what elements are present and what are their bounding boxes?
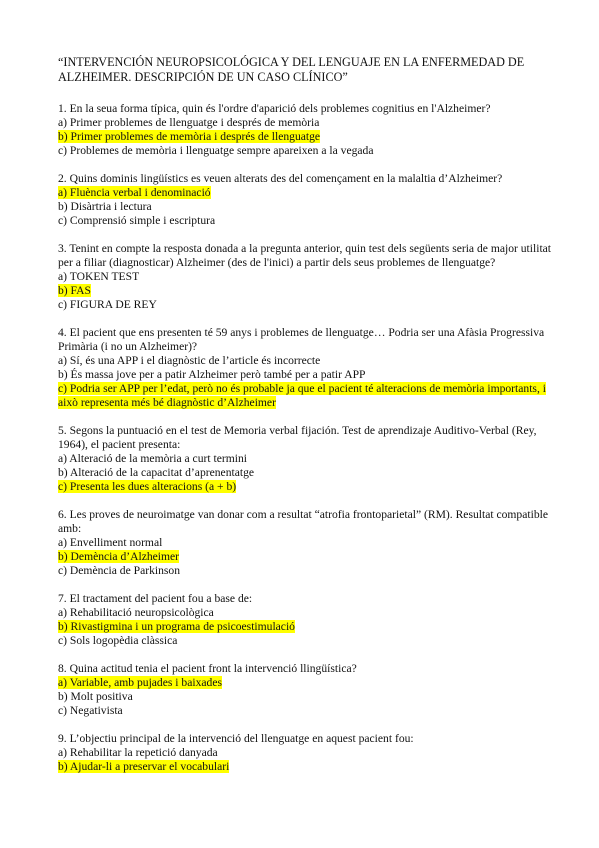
answer-text: a) Primer problemes de llenguatge i després de memòria [58, 116, 320, 129]
answer-option [58, 466, 559, 480]
answer-option [58, 116, 559, 130]
answer-option [58, 452, 559, 466]
question-text: 8. Quina actitud tenia el pacient front la intervenció llingüística? [58, 662, 357, 675]
answer-option [58, 760, 559, 774]
answer-text: a) Rehabilitar la repetició danyada [58, 746, 218, 759]
highlighted-answer: c) Presenta les dues alteracions (a + b) [58, 480, 237, 493]
answer-text: c) Comprensió simple i escriptura [58, 214, 216, 227]
question-8 [58, 662, 559, 718]
answer-option [58, 746, 559, 760]
answer-text: c) FIGURA DE REY [58, 298, 157, 311]
answer-text: c) Negativista [58, 704, 123, 717]
highlighted-answer: b) FAS [58, 284, 91, 297]
question-text: 6. Les proves de neuroimatge van donar com a resultat “atrofia frontoparietal” (RM). Resultat compatible amb: [58, 508, 548, 535]
question-3 [58, 242, 559, 312]
answer-option [58, 620, 559, 634]
answer-text: b) Alteració de la capacitat d’aprenentatge [58, 466, 255, 479]
question-text: 3. Tenint en compte la resposta donada a la pregunta anterior, quin test dels següents seria de major utilitat per a filiar (diagnosticar) Alzheimer (des de l'inici) a partir dels seus problemes de llenguatge? [58, 242, 552, 269]
answer-option [58, 144, 559, 158]
answer-option [58, 298, 559, 312]
answer-option [58, 200, 559, 214]
answer-option [58, 354, 559, 368]
answer-option [58, 480, 559, 494]
question-text: 5. Segons la puntuació en el test de Memoria verbal fijación. Test de aprendizaje Auditivo-Verbal (Rey, 1964), el pacient presenta: [58, 424, 537, 451]
answer-option [58, 368, 559, 382]
document-title: “INTERVENCIÓN NEUROPSICOLÓGICA Y DEL LENGUAJE EN LA ENFERMEDAD DE ALZHEIMER. DESCRIPCIÓN DE UN CASO CLÍNICO” [58, 55, 525, 84]
answer-text: a) Envelliment normal [58, 536, 163, 549]
answer-text: b) Disàrtria i lectura [58, 200, 152, 213]
answer-text: b) És massa jove per a patir Alzheimer però també per a patir APP [58, 368, 366, 381]
highlighted-answer: b) Ajudar-li a preservar el vocabulari [58, 760, 230, 773]
answer-option [58, 564, 559, 578]
answer-text: a) TOKEN TEST [58, 270, 140, 283]
answer-option [58, 634, 559, 648]
question-text: 2. Quins dominis lingüístics es veuen alterats des del començament en la malaltia d’Alzheimer? [58, 172, 503, 185]
question-7 [58, 592, 559, 648]
question-list [58, 102, 559, 774]
highlighted-answer: a) Variable, amb pujades i baixades [58, 676, 222, 689]
answer-option [58, 536, 559, 550]
question-text: 7. El tractament del pacient fou a base de: [58, 592, 253, 605]
question-4 [58, 326, 559, 410]
answer-option [58, 550, 559, 564]
answer-option [58, 186, 559, 200]
answer-option [58, 130, 559, 144]
answer-text: a) Sí, és una APP i el diagnòstic de l’article és incorrecte [58, 354, 321, 367]
answer-option [58, 690, 559, 704]
answer-option [58, 284, 559, 298]
answer-option [58, 382, 559, 410]
answer-text: b) Molt positiva [58, 690, 133, 703]
highlighted-answer: b) Demència d’Alzheimer [58, 550, 180, 563]
answer-option [58, 676, 559, 690]
highlighted-answer: b) Rivastigmina i un programa de psicoestimulació [58, 620, 295, 633]
question-9 [58, 732, 559, 774]
question-1 [58, 102, 559, 158]
question-2 [58, 172, 559, 228]
answer-text: c) Problemes de memòria i llenguatge sempre apareixen a la vegada [58, 144, 374, 157]
highlighted-answer: b) Primer problemes de memòria i després de llenguatge [58, 130, 321, 143]
answer-text: c) Sols logopèdia clàssica [58, 634, 178, 647]
question-text: 4. El pacient que ens presenten té 59 anys i problemes de llenguatge… Podria ser una Afàsia Progressiva Primària (i no un Alzheimer)? [58, 326, 545, 353]
answer-option [58, 606, 559, 620]
question-text: 9. L’objectiu principal de la intervenció del llenguatge en aquest pacient fou: [58, 732, 414, 745]
highlighted-answer: c) Podria ser APP per l’edat, però no és probable ja que el pacient té alteracions de memòria importants, i això representa més bé diagnòstic d’Alzheimer [58, 382, 546, 409]
answer-text: c) Demència de Parkinson [58, 564, 181, 577]
answer-option [58, 270, 559, 284]
question-5 [58, 424, 559, 494]
question-6 [58, 508, 559, 578]
answer-option [58, 704, 559, 718]
answer-text: a) Alteració de la memòria a curt termini [58, 452, 247, 465]
highlighted-answer: a) Fluència verbal i denominació [58, 186, 211, 199]
answer-text: a) Rehabilitació neuropsicològica [58, 606, 214, 619]
question-text: 1. En la seua forma típica, quin és l'ordre d'aparició dels problemes cognitius en l'Alzheimer? [58, 102, 491, 115]
answer-option [58, 214, 559, 228]
